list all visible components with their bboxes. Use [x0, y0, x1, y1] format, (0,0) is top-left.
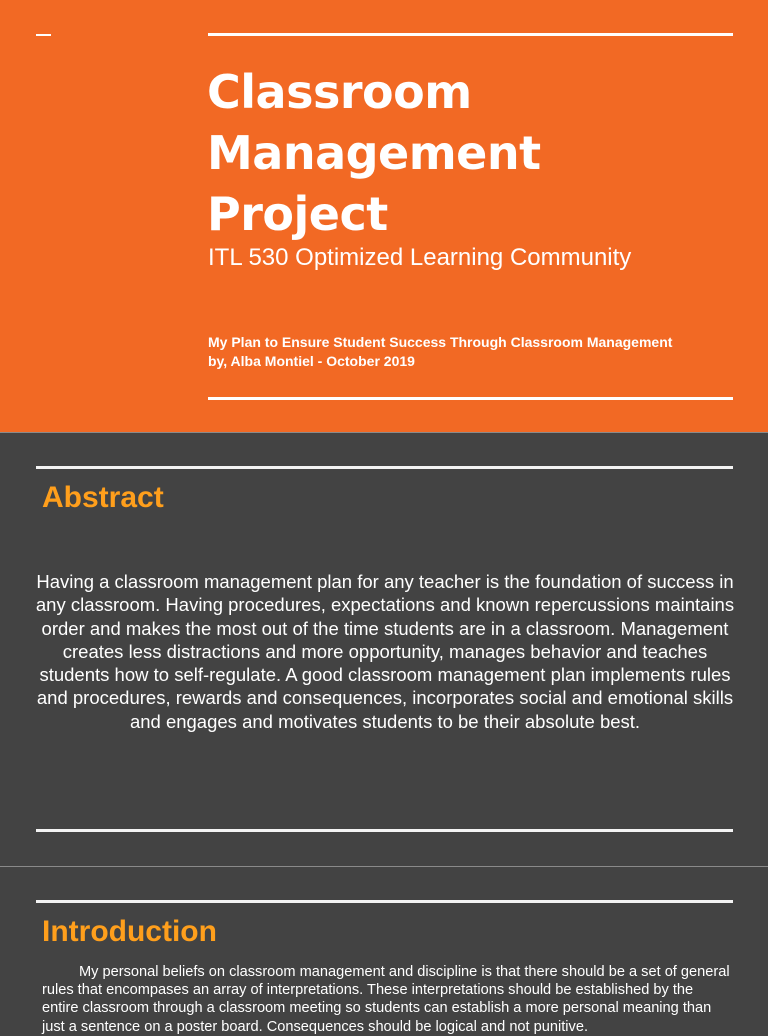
abstract-heading: Abstract: [42, 481, 164, 514]
course-subtitle: ITL 530 Optimized Learning Community: [208, 244, 632, 271]
page-title: Classroom Management Project: [207, 65, 541, 241]
abstract-text: Having a classroom management plan for any teacher is the foundation of success in any classroom. Having procedures, expectations and known repercussions maintains order and makes the most out of the time students are in a classroom. Management creates less distractions and more opportunity, manages behavior and teaches students how to self-regulate. A good classroom management plan implements rules and procedures, rewards and consequences, incorporates social and emotional skills and engages and motivates students to be their absolute best.: [35, 571, 735, 732]
slide-tick-mark: [36, 34, 51, 36]
title-slide: [0, 0, 768, 432]
introduction-text: My personal beliefs on classroom management and discipline is that there should be a set of general rules that encompases an array of interpretations. These interpretations should be established by the entire classroom through a classroom meeting so students can establish a more personal meaning than just a sentence on a poster board. Consequences should be logical and not punitive.: [42, 964, 730, 1035]
abstract-bottom-rule: [36, 829, 733, 832]
abstract-top-rule: [36, 466, 733, 469]
plan-line: My Plan to Ensure Student Success Through Classroom Management: [208, 334, 673, 350]
byline: by, Alba Montiel - October 2019: [208, 353, 415, 369]
introduction-heading: Introduction: [42, 915, 217, 948]
title-top-rule: [208, 33, 733, 36]
title-bottom-rule: [208, 397, 733, 400]
plan-description: [208, 333, 748, 371]
introduction-top-rule: [36, 900, 733, 903]
